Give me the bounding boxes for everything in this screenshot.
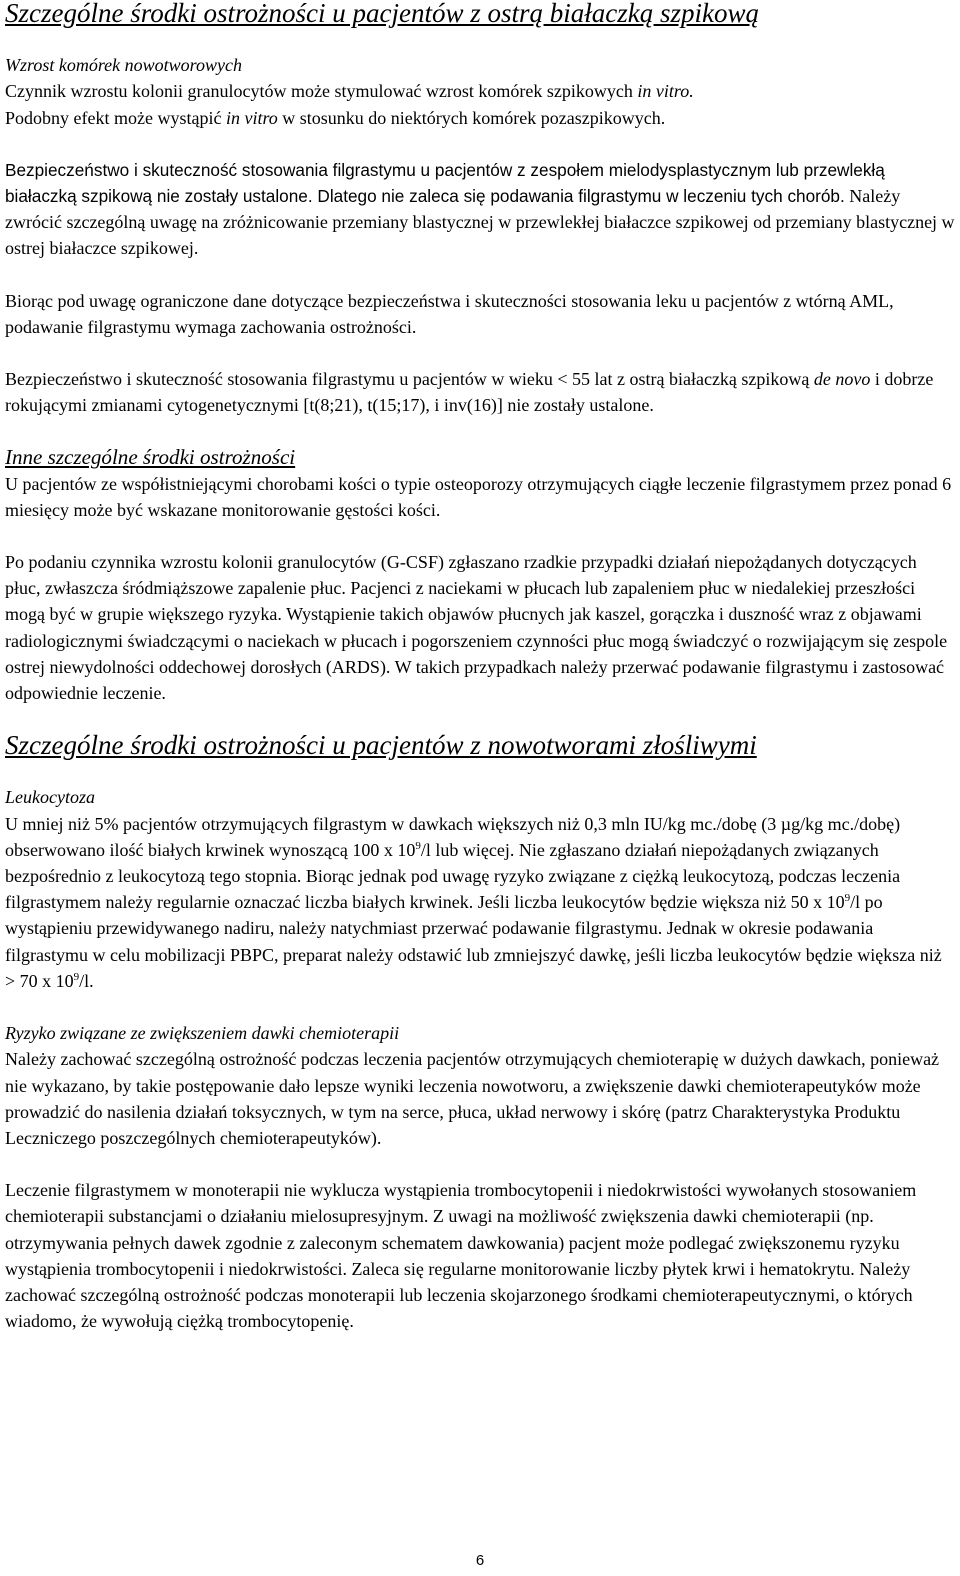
paragraph-monotherapy: Leczenie filgrastymem w monoterapii nie wyklucza wystąpienia trombocytopenii i niedokrwistości wywołanych stosowaniem chemioterapii substancjami o działaniu mielosupresyjnym. Z uwagi na możliwość zwiększenia dawki chemioterapii (np. otrzymywania pełnych dawek zgodnie z zaleconym schematem dawkowania) pacjent może podlegać zwiększonemu ryzyku wystąpienia trombocytopenii i niedokrwistości. Zaleca się regularne monitorowanie liczby płytek krwi i hematokrytu. Należy zachować szczególną ostrożność podczas monoterapii lub leczenia skojarzonego środkami chemioterapeutycznymi, o których wiadomo, że wywołują ciężką trombocytopenię. <box>5 1180 917 1332</box>
document-page <box>5 0 955 1334</box>
paragraph-lung-effects: Po podaniu czynnika wzrostu kolonii granulocytów (G-CSF) zgłaszano rzadkie przypadki działań niepożądanych dotyczących płuc, zwłaszcza śródmiąższowe zapalenie płuc. Pacjenci z naciekami w płucach lub zapaleniem płuc w niedalekiej przeszłości mogą być w grupie większego ryzyka. Wystąpienie takich objawów płucnych jak kaszel, gorączka i duszność wraz z objawami radiologicznymi świadczącymi o naciekach w płucach i pogorszeniem czynności płuc mogą świadczyć o rozwijającym się zespole ostrej niewydolności oddechowej dorosłych (ARDS). W takich przypadkach należy przerwać podawanie filgrastymu i zastosować odpowiednie leczenie. <box>5 552 948 704</box>
paragraph-bone-density: U pacjentów ze współistniejącymi chorobami kości o typie osteoporozy otrzymujących ciągłe leczenie filgrastymem przez ponad 6 miesięcy może być wskazane monitorowanie gęstości kości. <box>5 473 952 520</box>
subtitle-chemo-risk: Ryzyko związane ze zwiększeniem dawki chemioterapii <box>5 1023 400 1044</box>
page-number: 6 <box>475 1552 485 1569</box>
section-title-aml: Szczególne środki ostrożności u pacjentów z ostrą białaczką szpikową <box>5 0 759 28</box>
subtitle-tumor-growth: Wzrost komórek nowotworowych <box>5 55 242 76</box>
paragraph-secondary-aml: Biorąc pod uwagę ograniczone dane dotyczące bezpieczeństwa i skuteczności stosowania leku u pacjentów z wtórną AML, podawanie filgrastymu wymaga zachowania ostrożności. <box>5 290 894 337</box>
text-chemo-risk: Należy zachować szczególną ostrożność podczas leczenia pacjentów otrzymujących chemioterapię w dużych dawkach, ponieważ nie wykazano, by takie postępowanie dało lepsze wyniki leczenia nowotworu, a zwiększenie dawki chemioterapeutyków może prowadzić do nasilenia działań toksycznych, w tym na serce, płuca, układ nerwowy i skórę (patrz Charakterystyka Produktu Leczniczego poszczególnych chemioterapeutyków). <box>5 1049 940 1148</box>
text-tumor-growth: Czynnik wzrostu kolonii granulocytów może stymulować wzrost komórek szpikowych in vitro. Podobny efekt może wystąpić in vitro w stosunku do niektórych komórek pozaszpikowych. <box>5 81 694 128</box>
paragraph-leukocytosis <box>5 784 955 994</box>
paragraph-chemo-risk <box>5 1020 955 1151</box>
subtitle-other-precautions: Inne szczególne środki ostrożności <box>5 445 296 470</box>
section-title-malignancy: Szczególne środki ostrożności u pacjentów z nowotworami złośliwymi <box>5 730 757 761</box>
paragraph-tumor-growth <box>5 52 955 131</box>
paragraph-young-aml: Bezpieczeństwo i skuteczność stosowania filgrastymu u pacjentów w wieku < 55 lat z ostrą białaczką szpikową de novo i dobrze rokującymi zmianami cytogenetycznymi [t(8;21), t(15;17), i inv(16)] nie zostały ustalone. <box>5 369 934 416</box>
text-leukocytosis: U mniej niż 5% pacjentów otrzymujących filgrastym w dawkach większych niż 0,3 mln IU/kg mc./dobę (3 µg/kg mc./dobę) obserwowano ilość białych krwinek wynoszącą 100 x $10^9/l$ lub więcej. Nie zgłaszano działań niepożądanych związanych bezpośrednio z leukocytozą tego stopnia. Biorąc jednak pod uwagę ryzyko związane z ciężką leukocytozą, podczas leczenia filgrastymem należy regularnie oznaczać liczba białych krwinek. Jeśli liczba leukocytów będzie większa niż 50 x $10^9/l$ po wystąpieniu przewidywanego nadiru, należy natychmiast przerwać podawanie filgrastymu. Jednak w okresie podawania filgrastymu w celu mobilizacji PBPC, preparat należy odstawić lub zmniejszyć dawkę, jeśli liczba leukocytów będzie większa niż > 70 x $10^9/l$. <box>5 813 942 991</box>
paragraph-mds-safety: Bezpieczeństwo i skuteczność stosowania filgrastymu u pacjentów z zespołem mielodysplastycznym lub przewlekłą białaczką szpikową nie zostały ustalone. Dlatego nie zaleca się podawania filgrastymu w leczeniu tych chorób. Należy zwrócić szczególną uwagę na zróżnicowanie przemiany blastycznej w przewlekłej białaczce szpikowej od przemiany blastycznej w ostrej białaczce szpikowej. <box>5 159 955 259</box>
subtitle-leukocytosis: Leukocytoza <box>5 787 95 808</box>
